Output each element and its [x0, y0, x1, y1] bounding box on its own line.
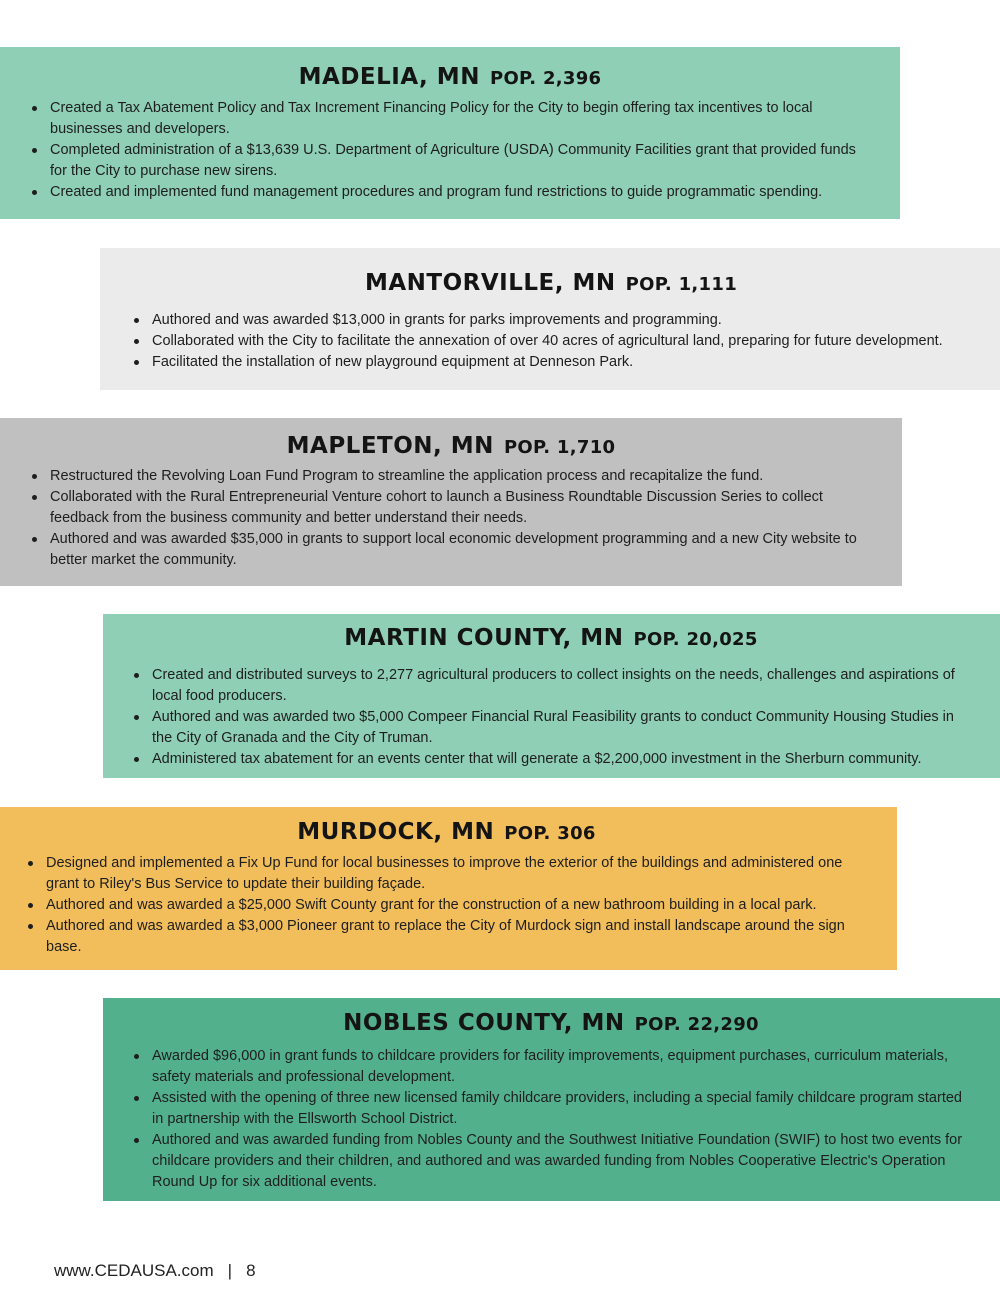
list-item: Completed administration of a $13,639 U.S. Department of Agriculture (USDA) Community Facilities grant that provided funds for the City to purchase new sirens.	[30, 140, 870, 182]
population-label: POP. 306	[504, 823, 596, 844]
city-card-martin-county	[103, 614, 1000, 778]
website-link[interactable]: www.CEDAUSA.com	[54, 1261, 214, 1280]
city-card-murdock	[0, 807, 897, 970]
city-name: MURDOCK, MN	[297, 819, 495, 845]
city-heading	[132, 1010, 970, 1036]
list-item: Created a Tax Abatement Policy and Tax Increment Financing Policy for the City to begin offering tax incentives to local businesses and developers.	[30, 98, 870, 140]
population-label: POP. 22,290	[634, 1014, 759, 1035]
page-footer	[54, 1261, 256, 1281]
accomplishment-list	[132, 1046, 970, 1193]
city-heading	[132, 270, 970, 296]
list-item: Created and distributed surveys to 2,277 agricultural producers to collect insights on the needs, challenges and aspirations of local food producers.	[132, 665, 970, 707]
list-item: Created and implemented fund management procedures and program fund restrictions to guide programmatic spending.	[30, 182, 870, 203]
city-card-mantorville	[100, 248, 1000, 390]
city-name: MAPLETON, MN	[286, 433, 494, 459]
list-item: Authored and was awarded $13,000 in grants for parks improvements and programming.	[132, 310, 970, 331]
city-heading	[30, 64, 870, 90]
city-card-mapleton	[0, 418, 902, 586]
population-label: POP. 2,396	[489, 68, 602, 89]
population-label: POP. 1,710	[503, 437, 616, 458]
list-item: Authored and was awarded two $5,000 Compeer Financial Rural Feasibility grants to conduct Community Housing Studies in the City of Granada and the City of Truman.	[132, 707, 970, 749]
city-heading	[132, 625, 970, 651]
accomplishment-list	[30, 466, 872, 571]
list-item: Assisted with the opening of three new licensed family childcare providers, including a special family childcare program started in partnership with the Ellsworth School District.	[132, 1088, 970, 1130]
population-label: POP. 1,111	[625, 274, 738, 295]
list-item: Administered tax abatement for an events center that will generate a $2,200,000 investment in the Sherburn community.	[132, 749, 970, 770]
city-name: MARTIN COUNTY, MN	[344, 625, 624, 651]
accomplishment-list	[26, 853, 867, 958]
accomplishment-list	[30, 98, 870, 203]
accomplishment-list	[132, 665, 970, 770]
city-name: MANTORVILLE, MN	[364, 270, 616, 296]
list-item: Designed and implemented a Fix Up Fund for local businesses to improve the exterior of the buildings and administered one grant to Riley's Bus Service to update their building façade.	[26, 853, 867, 895]
list-item: Authored and was awarded a $25,000 Swift County grant for the construction of a new bathroom building in a local park.	[26, 895, 867, 916]
city-heading	[30, 433, 872, 459]
list-item: Collaborated with the Rural Entrepreneurial Venture cohort to launch a Business Roundtable Discussion Series to collect feedback from the business community and better understand their needs.	[30, 487, 872, 529]
city-card-madelia	[0, 47, 900, 219]
list-item: Awarded $96,000 in grant funds to childcare providers for facility improvements, equipment purchases, curriculum materials, safety materials and professional development.	[132, 1046, 970, 1088]
footer-separator: |	[227, 1261, 233, 1280]
list-item: Authored and was awarded a $3,000 Pioneer grant to replace the City of Murdock sign and install landscape around the sign base.	[26, 916, 867, 958]
list-item: Facilitated the installation of new playground equipment at Denneson Park.	[132, 352, 970, 373]
page-number: 8	[246, 1261, 256, 1280]
city-name: NOBLES COUNTY, MN	[343, 1010, 625, 1036]
population-label: POP. 20,025	[633, 629, 758, 650]
accomplishment-list	[132, 310, 970, 373]
city-name: MADELIA, MN	[298, 64, 480, 90]
list-item: Collaborated with the City to facilitate the annexation of over 40 acres of agricultural land, preparing for future development.	[132, 331, 970, 352]
list-item: Restructured the Revolving Loan Fund Program to streamline the application process and recapitalize the fund.	[30, 466, 872, 487]
list-item: Authored and was awarded funding from Nobles County and the Southwest Initiative Foundation (SWIF) to host two events for childcare providers and their children, and authored and was awarded funding from Nobles Cooperative Electric's Operation Round Up for six additional events.	[132, 1130, 970, 1193]
list-item: Authored and was awarded $35,000 in grants to support local economic development programming and a new City website to better market the community.	[30, 529, 872, 571]
city-heading	[26, 819, 867, 845]
city-card-nobles-county	[103, 998, 1000, 1201]
